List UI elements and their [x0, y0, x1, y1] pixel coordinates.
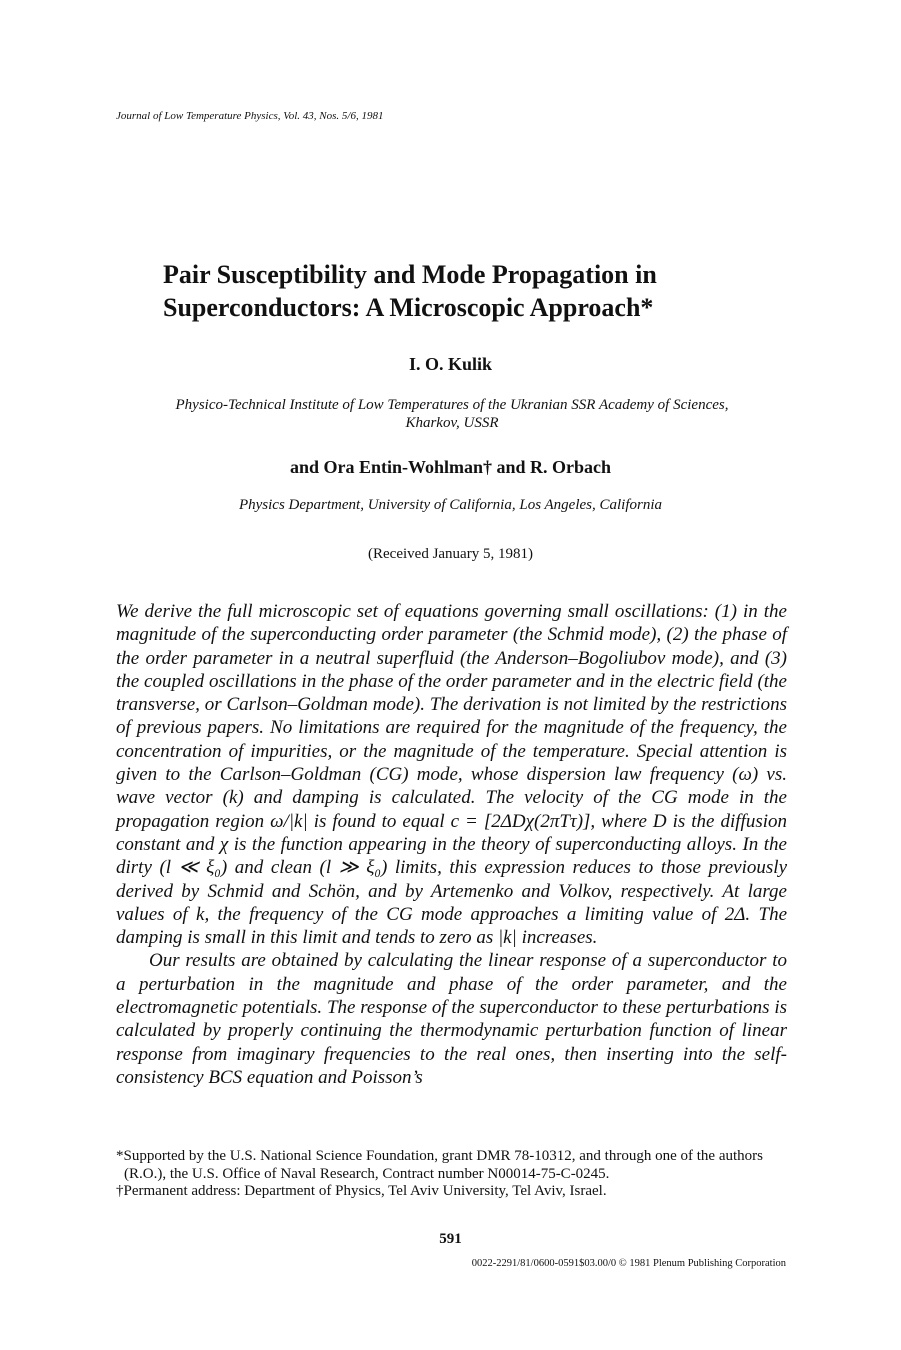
abstract-paragraph-1: We derive the full microscopic set of equations governing small oscillations: (1) in the magnitude of the superconducting order parameter (the Schmid mode), (2) the phase of the order parameter in a neutral superfluid (the Anderson–Bogoliubov mode), and (3) the coupled oscillations in the phase of the order parameter and in the electric field (the transverse, or Carlson–Goldman mode). The derivation is not limited by the restrictions of previous papers. No limitations are required for the magnitude of the frequency, the concentration of impurities, or the magnitude of the temperature. Special attention is given to the Carlson–Goldman (CG) mode, whose dispersion law frequency (ω) vs. wave vector (k) and damping is calculated. The velocity of the CG mode in the propagation region ω/|k| is found to equal c = [2ΔDχ(2πTτ)], where D is the diffusion constant and χ is the function appearing in the theory of superconducting alloys. In the dirty (l ≪ ξ₀) and clean (l ≫ ξ₀) limits, this expression reduces to those previously derived by Schmid and Schön, and by Artemenko and Volkov, respectively. At large values of k, the frequency of the CG mode approaches a limiting value of 2Δ. The damping is small in this limit and tends to zero as |k| increases.	[116, 601, 787, 949]
affiliation-1-line-1: Physico-Technical Institute of Low Temperatures of the Ukranian SSR Academy of Sciences,	[175, 397, 729, 413]
footnote-funding: *Supported by the U.S. National Science Foundation, grant DMR 78-10312, and through one of the authors (R.O.), the U.S. Office of Naval Research, Contract number N00014-75-C-0245.	[116, 1148, 763, 1182]
footnote-permanent-address: †Permanent address: Department of Physics, Tel Aviv University, Tel Aviv, Israel.	[116, 1183, 607, 1199]
journal-header: Journal of Low Temperature Physics, Vol. 43, Nos. 5/6, 1981	[116, 110, 384, 122]
authors-entin-wohlman-orbach: and Ora Entin-Wohlman† and R. Orbach	[289, 457, 612, 477]
affiliation-kharkov	[112, 396, 792, 432]
affiliation-ucla: Physics Department, University of California, Los Angeles, California	[238, 497, 663, 513]
footnotes	[116, 1148, 792, 1201]
abstract	[116, 600, 787, 1089]
title-line-1: Pair Susceptibility and Mode Propagation in	[163, 260, 657, 289]
title-line-2: Superconductors: A Microscopic Approach*	[163, 293, 654, 322]
copyright-line: 0022-2291/81/0600-0591$03.00/0 © 1981 Plenum Publishing Corporation	[471, 1258, 786, 1269]
page-number: 591	[439, 1231, 462, 1247]
abstract-paragraph-2: Our results are obtained by calculating the linear response of a superconductor to a perturbation in the magnitude and phase of the order parameter, and the electromagnetic potentials. The response of the superconductor to these perturbations is calculated by properly continuing the thermodynamic perturbation function of linear response from imaginary frequencies to the real ones, then inserting into the self-consistency BCS equation and Poisson’s	[116, 950, 787, 1088]
received-date: (Received January 5, 1981)	[368, 546, 533, 562]
author-kulik: I. O. Kulik	[408, 354, 493, 374]
affiliation-1-line-2: Kharkov, USSR	[405, 415, 499, 431]
paper-title	[163, 258, 803, 324]
